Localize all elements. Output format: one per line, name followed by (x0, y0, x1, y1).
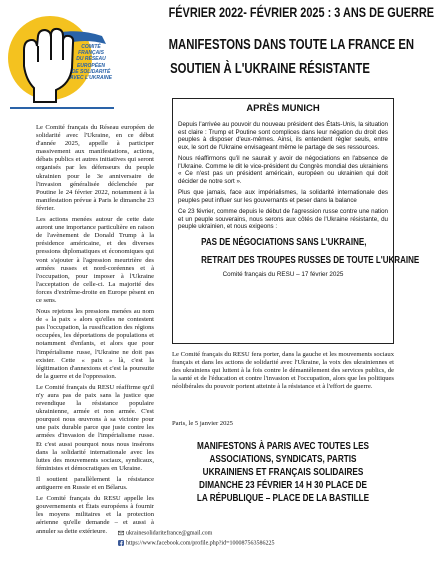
call-line-2: ASSOCIATIONS, SYNDICATS, PARTIS (209, 453, 357, 465)
logo-line: AVEC L'UKRAINE (70, 75, 112, 82)
right-column (172, 351, 394, 394)
facebook-icon (118, 540, 124, 546)
demand-2: RETRAIT DES TROUPES RUSSES DE TOUTE L'UKRAINE (201, 254, 420, 266)
box-paragraph-3: Plus que jamais, face aux impérialismes, la solidarité internationale des peuples peut influer sur les gouvernants et peser dans la balance (178, 189, 388, 204)
box-title: APRÈS MUNICH (246, 103, 320, 114)
facebook-link[interactable]: https://www.facebook.com/profile.php?id=100087563586225 (126, 540, 275, 547)
left-paragraph-5: Il soutient parallèlement la résistance antiguerre en Russie et en Bélarus. (36, 475, 154, 492)
header-line-3: SOUTIEN À L'UKRAINE RÉSISTANTE (170, 61, 370, 77)
box-signature: Comité français du RESU – 17 février 2025 (222, 270, 344, 278)
left-column (36, 124, 154, 539)
logo-text (60, 44, 122, 81)
logo-line: EUROPÉEN (76, 62, 106, 69)
header-line-1: FÉVRIER 2022- FÉVRIER 2025 : 3 ANS DE GUERRE (168, 4, 434, 20)
left-paragraph-1: Le Comité français du Réseau européen de solidarité avec l'Ukraine, en ce début d'année 2025, appelle à participer massivement aux manifestations, actions, débats publics et autres initiatives qui seront organisés par les défenseurs du peuple ukrainien pour le 3e anniversaire de l'invasion généralisée déclenchée par Poutine le 24 février 2022, notamment à la manifestation prévue à Paris le dimanche 23 février. (36, 124, 154, 212)
header-line-2: MANIFESTONS DANS TOUTE LA FRANCE EN (168, 37, 415, 53)
box-body (178, 121, 420, 278)
document-date: Paris, le 5 janvier 2025 (172, 420, 233, 427)
logo-line: FRANÇAIS (78, 50, 104, 57)
footer-facebook[interactable] (118, 540, 274, 546)
left-paragraph-6: Le Comité français du RESU appelle les gouvernements et États européens à fournir les moyens militaires et la protection aérienne qu'elle demande – et aussi à annuler sa dette extérieure. (36, 495, 154, 535)
box-paragraph-1: Depuis l'arrivée au pouvoir du nouveau président des États-Unis, la situation est claire : Trump et Poutine sont complices dans leur négation du droit des peuples à disposer d'eux-mêmes. Ainsi, ils entendent régler seuls, entre eux, le sort de l'Ukraine envisageant même le partage de ses ressources. (178, 121, 388, 151)
call-line-3: UKRAINIENS ET FRANÇAIS SOLIDAIRES (202, 466, 364, 478)
call-line-4: DIMANCHE 23 FÉVRIER 14 H 30 PLACE DE (199, 479, 367, 491)
logo-line: DU RÉSEAU (76, 56, 106, 63)
apres-munich-box (172, 98, 420, 344)
left-paragraph-3: Nous rejetons les pressions menées au nom de « la paix » alors qu'elles ne contestent pas l'occupation, la russification des régions occupées, les déportations de populations et notamment d'enfants, et alors que pour l'impérialisme russe, l'Ukraine ne doit pas exister. Cette « paix » là, c'est la légitimation d'annexions et c'est la poursuite de la guerre et de l'oppression. (36, 308, 154, 380)
footer-email[interactable] (118, 530, 212, 536)
logo-line: COMITÉ (81, 44, 101, 50)
email-icon (118, 530, 124, 536)
call-line-1: MANIFESTONS À PARIS AVEC TOUTES LES (196, 440, 370, 452)
demand-1: PAS DE NÉGOCIATIONS SANS L'UKRAINE, (201, 236, 367, 248)
logo-line: DE SOLIDARITÉ (71, 68, 111, 75)
left-paragraph-2: Les actions menées autour de cette date auront une importance particulière en raison de l'avènement de Donald Trump à la présidence américaine, et des diverses pressions diplomatiques et économiques qui vont s'ajouter à l'agression meurtrière des armées russes et nord-coréennes et à l'occupation, pour imposer à l'Ukraine l'acceptation de celle-ci. La majorité des forces d'extrême-droite en Europe pèsent en ce sens. (36, 216, 154, 304)
call-line-5: LA RÉPUBLIQUE – PLACE DE LA BASTILLE (196, 492, 370, 504)
left-paragraph-4: Le Comité français du RESU réaffirme qu'il n'y aura pas de paix sans la justice que revendique la résistance populaire ukrainienne, armée et non armée. C'est pourquoi nous œuvrons à sa victoire pour une paix durable parce que juste contre les armées d'invasion de l'impérialisme russe. Et c'est aussi pourquoi nous nous insérons dans la solidarité internationale avec les luttes des mouvements sociaux, syndicaux, féministes et démocratiques en Ukraine. (36, 383, 154, 472)
call-to-action (172, 440, 394, 505)
box-paragraph-2: Nous réaffirmons qu'il ne saurait y avoir de négociations en l'absence de l'Ukraine. Comme le dit le vice-président du Congrès mondial des ukrainiens « Ce n'est pas un président américain, européen ou ukrainien qui doit décider de notre sort ». (178, 155, 388, 185)
email-link[interactable]: ukrainesolidaritefrance@gmail.com (126, 530, 213, 537)
right-paragraph-1: Le Comité français du RESU fera porter, dans la gauche et les mouvements sociaux français et dans les actions de solidarité avec l'Ukraine, la voix des ukrainiennes et des ukrainiens qui luttent à la fois contre le démantèlement des services publics, de la santé et de l'éducation et contre l'invasion et l'occupation, alors que les politiques néolibérales du pouvoir portent atteinte à la résistance et à l'effort de guerre. (172, 351, 394, 391)
box-paragraph-4: Ce 23 février, comme depuis le début de l'agression russe contre une nation et un peuple souverains, nous serons aux côtés de l'Ukraine résistante, du peuple ukrainien, et nous exigeons : (178, 208, 388, 230)
